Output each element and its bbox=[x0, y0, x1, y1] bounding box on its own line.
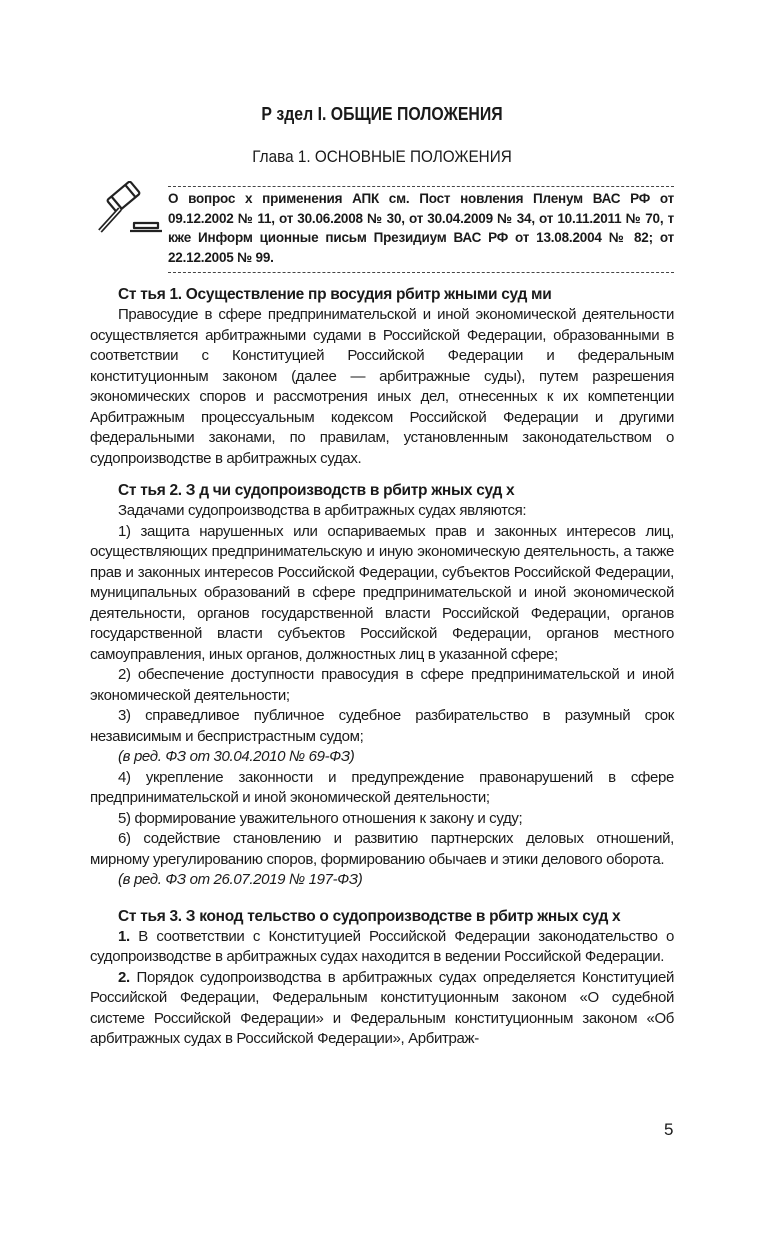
article-paragraph: Задачами судопроизводства в арбитражных судах являются: bbox=[118, 502, 527, 519]
article-paragraph: 4) укрепление законности и предупреждение правонарушений в сфере предпринимательской и иной экономической деятельности; bbox=[90, 768, 674, 806]
article-paragraph: 2) обеспечение доступности правосудия в сфере предпринимательской и иной экономической деятельности; bbox=[90, 666, 674, 704]
paragraph-number: 2. bbox=[118, 968, 130, 986]
article-title: Ст тья 2. З д чи судопроизводств в рбитр жных суд х bbox=[118, 482, 515, 499]
article-paragraph: Правосудие в сфере предпринимательской и иной экономической деятельности осуществляется арбитражными судами в Российской Федерации, образованными в соответствии с Конституцией Российской Федерации и федеральным конституционным законом (далее — арбитражные суды), путем разрешения экономических споров и рассмотрения иных дел, отнесенных к их компетенции Арбитражным процессуальным кодексом Российской Федерации и другими федеральными законами, по правилам, установленным законодательством о судопроизводстве в арбитражных судах. bbox=[90, 306, 674, 467]
note-body bbox=[168, 181, 674, 273]
amendment-note: (в ред. ФЗ от 30.04.2010 № 69-ФЗ) bbox=[118, 748, 355, 765]
page-content bbox=[90, 100, 674, 1050]
article-paragraph: 5) формирование уважительного отношения к закону и суду; bbox=[118, 809, 523, 827]
article-paragraph: 1) защита нарушенных или оспариваемых прав и законных интересов лиц, осуществляющих предпринимательскую и иную экономическую деятельность, а также прав и законных интересов Российской Федерации, субъектов Российской Федерации, муниципальных образований в сфере предпринимательской и иной экономической деятельности, органов государственной власти Российской Федерации, органов государственной власти субъектов Российской Федерации, органов местного самоуправления, иных органов, должностных лиц в указанной сфере; bbox=[90, 522, 674, 663]
dashed-divider bbox=[168, 186, 674, 187]
article-paragraph bbox=[90, 927, 674, 968]
article-title: Ст тья 3. З конод тельство о судопроизводстве в рбитр жных суд х bbox=[118, 907, 621, 925]
article-paragraph: 3) справедливое публичное судебное разбирательство в разумный срок независимым и беспристрастным судом; bbox=[90, 707, 674, 745]
paragraph-number: 1. bbox=[118, 927, 130, 945]
article-paragraph: 6) содействие становлению и развитию партнерских деловых отношений, мирному урегулированию споров, формированию обычаев и этики делового оборота. bbox=[90, 830, 674, 868]
paragraph-text: Порядок судопроизводства в арбитражных судах определяется Конституцией Российской Федерации, Федеральным конституционным законом «О судебной системе Российской Федерации» и Федеральным конституционным законом «Об арбитражных судах в Российской Федерации», Арбитраж- bbox=[90, 968, 674, 1047]
article-title: Ст тья 1. Осуществление пр восудия рбитр жными суд ми bbox=[118, 286, 552, 303]
section-title: Р здел I. ОБЩИЕ ПОЛОЖЕНИЯ bbox=[261, 104, 503, 124]
page-number: 5 bbox=[664, 1120, 674, 1139]
paragraph-text: В соответствии с Конституцией Российской Федерации законодательство о судопроизводстве в арбитражных судах находится в ведении Российской Федерации. bbox=[90, 927, 674, 965]
gavel-icon bbox=[90, 181, 168, 241]
chapter-title: Глава 1. ОСНОВНЫЕ ПОЛОЖЕНИЯ bbox=[252, 147, 512, 166]
note-text: О вопрос х применения АПК см. Пост новления Пленум ВАС РФ от 09.12.2002 № 11, от 30.06.2008 № 30, от 30.04.2009 № 34, от 10.11.2011 № 70, т кже Информ ционные письм Президиум ВАС РФ от 13.08.2004 № 82; от 22.12.2005 № 99. bbox=[168, 191, 674, 265]
reference-note bbox=[90, 181, 674, 273]
amendment-note: (в ред. ФЗ от 26.07.2019 № 197-ФЗ) bbox=[118, 871, 363, 888]
article-paragraph bbox=[90, 968, 674, 1050]
dashed-divider bbox=[168, 272, 674, 273]
